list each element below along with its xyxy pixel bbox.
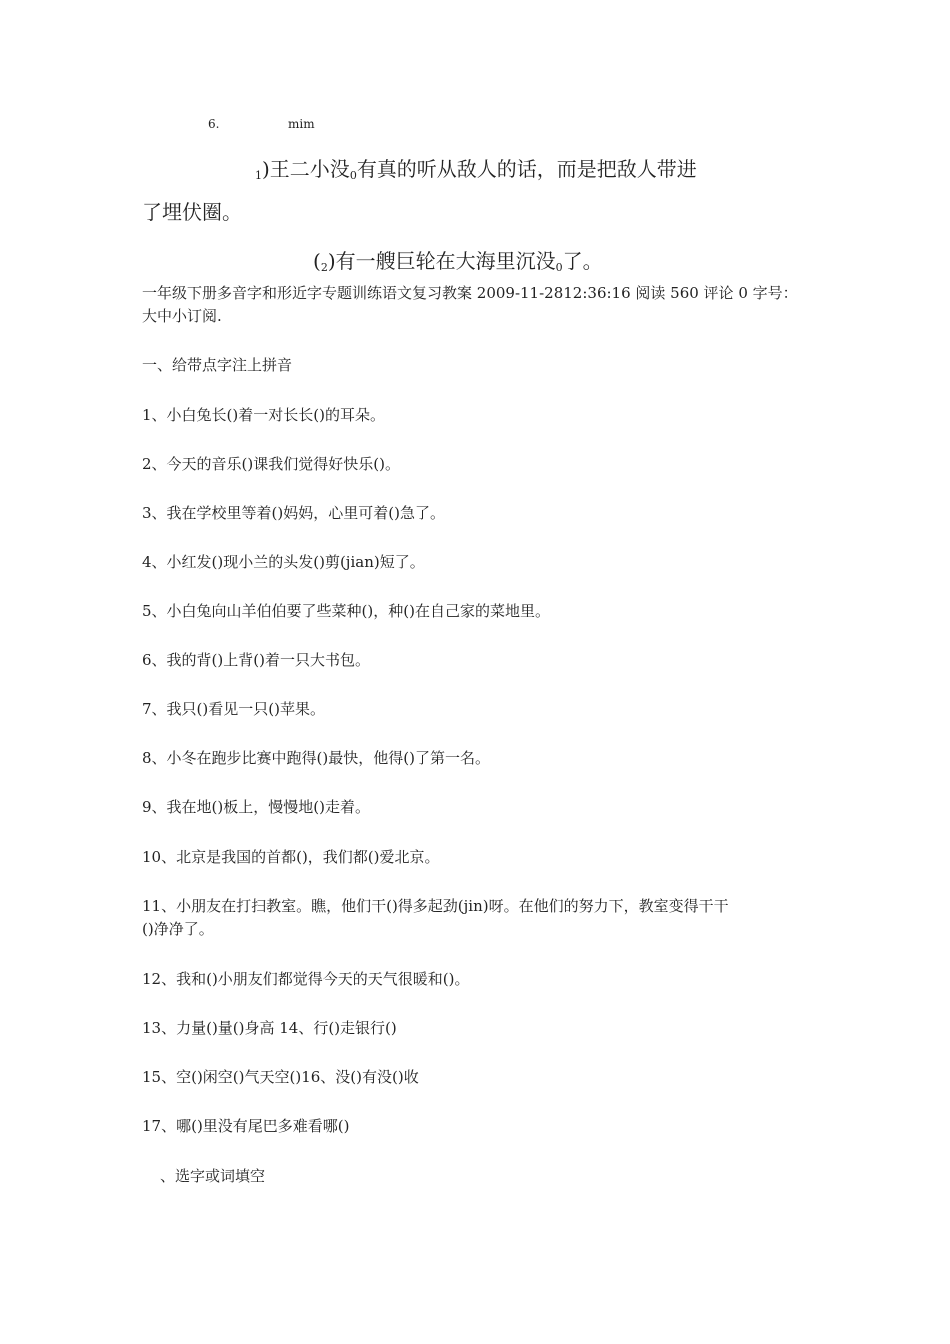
meta-line-1: 一年级下册多音字和形近字专题训练语文复习教案 2009-11-2812:36:16 阅读 560 评论 0 字号： [142, 284, 798, 302]
list-item: 11、小朋友在打扫教室。瞧，他们干()得多起劲(jin)呀。在他们的努力下，教室变得干干 [142, 897, 729, 915]
sentence-2 [313, 245, 603, 274]
list-item: 8、小冬在跑步比赛中跑得()最快，他得()了第一名。 [142, 749, 490, 767]
sentence-2-paren: ( [313, 249, 321, 273]
sentence-2-text-b: 了。 [562, 249, 603, 273]
list-item: 3、我在学校里等着()妈妈，心里可着()急了。 [142, 504, 445, 522]
list-item: 6、我的背()上背()着一只大书包。 [142, 651, 370, 669]
list-item: 1、小白兔长()着一对长长()的耳朵。 [142, 406, 385, 424]
item-number: 6. [208, 117, 220, 131]
section-1-title: 一、给带点字注上拼音 [142, 356, 293, 374]
list-item: 17、哪()里没有尾巴多难看哪() [142, 1117, 350, 1135]
list-item: 12、我和()小朋友们都觉得今天的天气很暖和()。 [142, 970, 470, 988]
sentence-1-sub: 0 [349, 169, 357, 182]
section-2-title: 、选字或词填空 [160, 1167, 266, 1185]
sentence-1-continued: 了埋伏圈。 [142, 200, 242, 224]
sentence-1-text-a: )王二小没 [262, 157, 350, 181]
sentence-1 [255, 153, 697, 182]
list-item: 15、空()闲空()气天空()16、没()有没()收 [142, 1068, 419, 1086]
sentence-2-num: 2 [320, 261, 328, 274]
list-item: 7、我只()看见一只()苹果。 [142, 700, 325, 718]
meta-line-2: 大中小订阅. [142, 307, 222, 325]
list-item-continued: ()净净了。 [142, 920, 214, 938]
list-item: 4、小红发()现小兰的头发()剪(jian)短了。 [142, 553, 425, 571]
list-item: 10、北京是我国的首都()，我们都()爱北京。 [142, 848, 440, 866]
sentence-1-text-b: 有真的听从敌人的话，而是把敌人带进 [356, 157, 697, 181]
list-item: 5、小白兔向山羊伯伯要了些菜种()，种()在自己家的菜地里。 [142, 602, 550, 620]
header-word: mim [288, 117, 315, 131]
sentence-1-prefix: 1 [255, 169, 262, 182]
sentence-2-text-a: )有一艘巨轮在大海里沉没 [327, 249, 556, 273]
list-item: 2、今天的音乐()课我们觉得好快乐()。 [142, 455, 400, 473]
list-item: 13、力量()量()身高 14、行()走银行() [142, 1019, 397, 1037]
list-item: 9、我在地()板上，慢慢地()走着。 [142, 798, 370, 816]
sentence-2-sub: 0 [555, 261, 563, 274]
